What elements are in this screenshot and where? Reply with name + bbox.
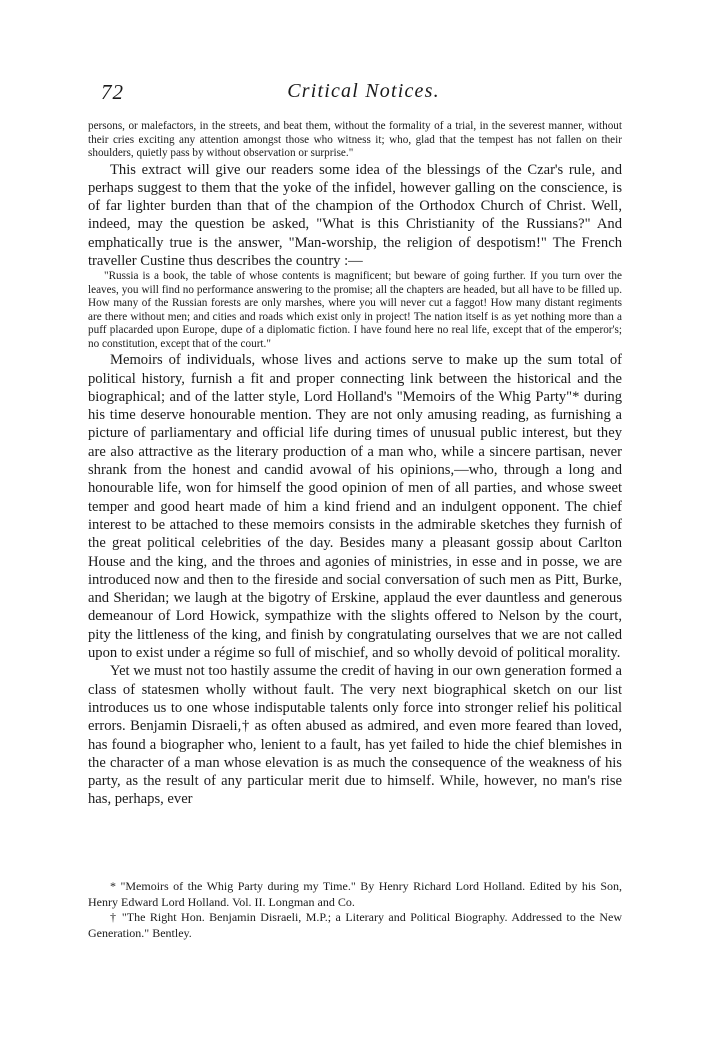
page-header — [101, 80, 626, 106]
quote-continuation: persons, or malefactors, in the streets, and beat them, without the formality of a trial, in the severest manner, without their cries exciting any attention amongst those who witness it; who, glad that the tempest has not fallen on their shoulders, quietly pass by without observation or surprise." — [88, 120, 622, 159]
page-number: 72 — [101, 80, 124, 104]
page-body — [88, 120, 622, 809]
footnote-disraeli-biography: † "The Right Hon. Benjamin Disraeli, M.P.; a Literary and Political Biography. Addressed to the New Generation." Bentley. — [88, 910, 622, 940]
paragraph-holland-memoirs: Memoirs of individuals, whose lives and actions serve to make up the sum total of political history, furnish a fit and proper connecting link between the historical and the biographical; and of the latter style, Lord Holland's "Memoirs of the Whig Party"* during his time deserve honourable mention. They are not only amusing reading, as furnishing a picture of parliamentary and official life during times of unusual public interest, but they are also attractive as the literary production of a man who, while a sincere partisan, never shrank from the honest and candid avowal of his opinions,—who, through a long and honourable life, won for himself the good opinion of men of all parties, and whose sweet temper and good heart made of him a kind friend and an indulgent opponent. The chief interest to be attached to these memoirs consists in the admirable sketches they furnish of the great political celebrities of the day. Besides many a pleasant gossip about Carlton House and the king, and the throes and agonies of ministries, in esse and in posse, we are introduced now and then to the fireside and social conversation of such men as Pitt, Burke, and Sheridan; we laugh at the bigotry of Erskine, applaud the ever dauntless and generous demeanour of Lord Howick, sympathize with the slights offered to Nelson by the court, pity the littleness of the king, and finish by congratulating ourselves that we are not called upon to exist under a régime so full of mischief, and so wholly devoid of political morality. — [88, 352, 622, 662]
footnotes — [88, 879, 622, 941]
quote-custine: "Russia is a book, the table of whose contents is magnificent; but beware of going further. If you turn over the leaves, you will find no performance answering to the promise; all the chapters are headed, but all have to be filled up. How many of the Russian forests are only marshes, where you will never cut a faggot! How many distant regiments are there without men; and cities and roads which exist only in project! The nation itself is as yet nothing more than a puff placarded upon Europe, dupe of a diplomatic fiction. I have found here no real life, except that of the emperor's; no constitution, except that of the court." — [88, 270, 622, 350]
paragraph-disraeli: Yet we must not too hastily assume the credit of having in our own generation formed a class of statesmen wholly without fault. The very next biographical sketch on our list introduces us to one whose indisputable talents only force into stronger relief his political errors. Benjamin Disraeli,† as often abused as admired, and even more feared than loved, has found a biographer who, lenient to a fault, has yet failed to hide the chief blemishes in the character of a man whose elevation is as much the consequence of the weakness of his party, as the result of any particular merit due to himself. While, however, no man's rise has, perhaps, ever — [88, 663, 622, 808]
paragraph-czar-rule: This extract will give our readers some idea of the blessings of the Czar's rule, and perhaps suggest to them that the yoke of the infidel, however galling on the conscience, is of far lighter burden than that of the champion of the Orthodox Church of Christ. Well, indeed, may the question be asked, "What is this Christianity of the Russians?" And emphatically true is the answer, "Man-worship, the religion of despotism!" The French traveller Custine thus describes the country :— — [88, 161, 622, 269]
running-title: Critical Notices. — [287, 80, 440, 102]
footnote-whig-memoirs: * "Memoirs of the Whig Party during my Time." By Henry Richard Lord Holland. Edited by his Son, Henry Edward Lord Holland. Vol. II. Longman and Co. — [88, 879, 622, 909]
